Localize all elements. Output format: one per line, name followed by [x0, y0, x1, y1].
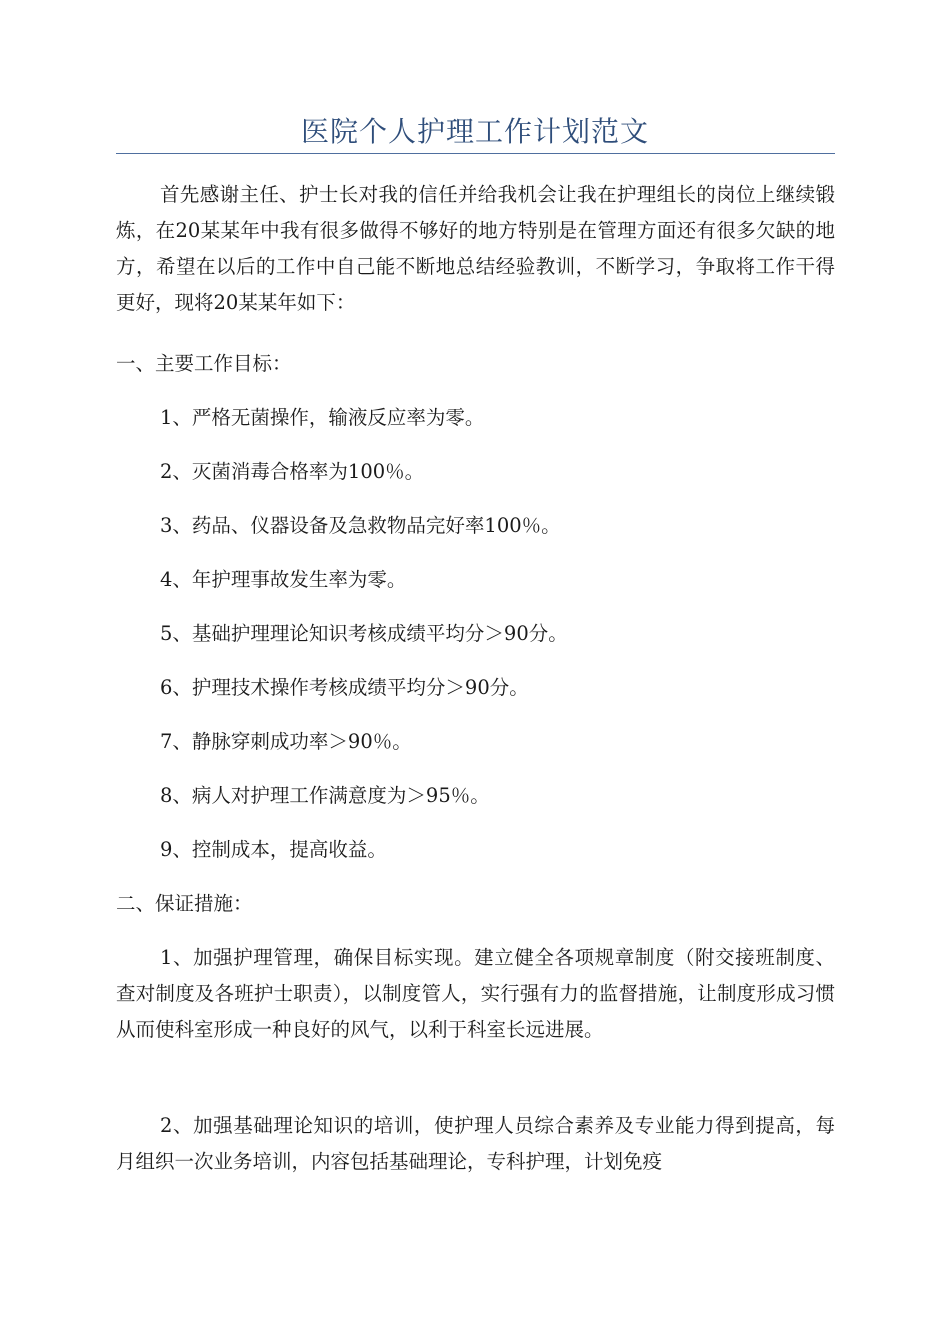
section-heading-measures: 二、保证措施：	[116, 892, 253, 915]
section-heading-goals: 一、主要工作目标：	[116, 352, 292, 375]
document-title: 医院个人护理工作计划范文	[300, 115, 649, 148]
goal-item: 7、静脉穿刺成功率＞90％。	[160, 730, 412, 753]
goal-item: 6、护理技术操作考核成绩平均分＞90分。	[160, 676, 529, 699]
measure-paragraph: 1、加强护理管理，确保目标实现。建立健全各项规章制度（附交接班制度、查对制度及各班护士职责），以制度管人，实行强有力的监督措施，让制度形成习惯从而使科室形成一种良好的风气，以利于科室长远进展。	[116, 946, 835, 1041]
goal-item: 4、年护理事故发生率为零。	[160, 568, 407, 591]
goal-item: 2、灭菌消毒合格率为100％。	[160, 460, 425, 483]
goal-item: 3、药品、仪器设备及急救物品完好率100％。	[160, 514, 561, 537]
title-underline	[116, 153, 835, 154]
goal-item: 5、基础护理理论知识考核成绩平均分＞90分。	[160, 622, 568, 645]
goal-item: 1、严格无菌操作，输液反应率为零。	[160, 406, 485, 429]
measure-paragraph: 2、加强基础理论知识的培训，使护理人员综合素养及专业能力得到提高，每月组织一次业务培训，内容包括基础理论，专科护理，计划免疫	[116, 1114, 835, 1173]
goal-item: 9、控制成本，提高收益。	[160, 838, 387, 861]
goal-item: 8、病人对护理工作满意度为＞95％。	[160, 784, 490, 807]
intro-paragraph: 首先感谢主任、护士长对我的信任并给我机会让我在护理组长的岗位上继续锻炼，在20某某年中我有很多做得不够好的地方特别是在管理方面还有很多欠缺的地方，希望在以后的工作中自己能不断地总结经验教训，不断学习，争取将工作干得更好，现将20某某年如下：	[116, 183, 835, 314]
